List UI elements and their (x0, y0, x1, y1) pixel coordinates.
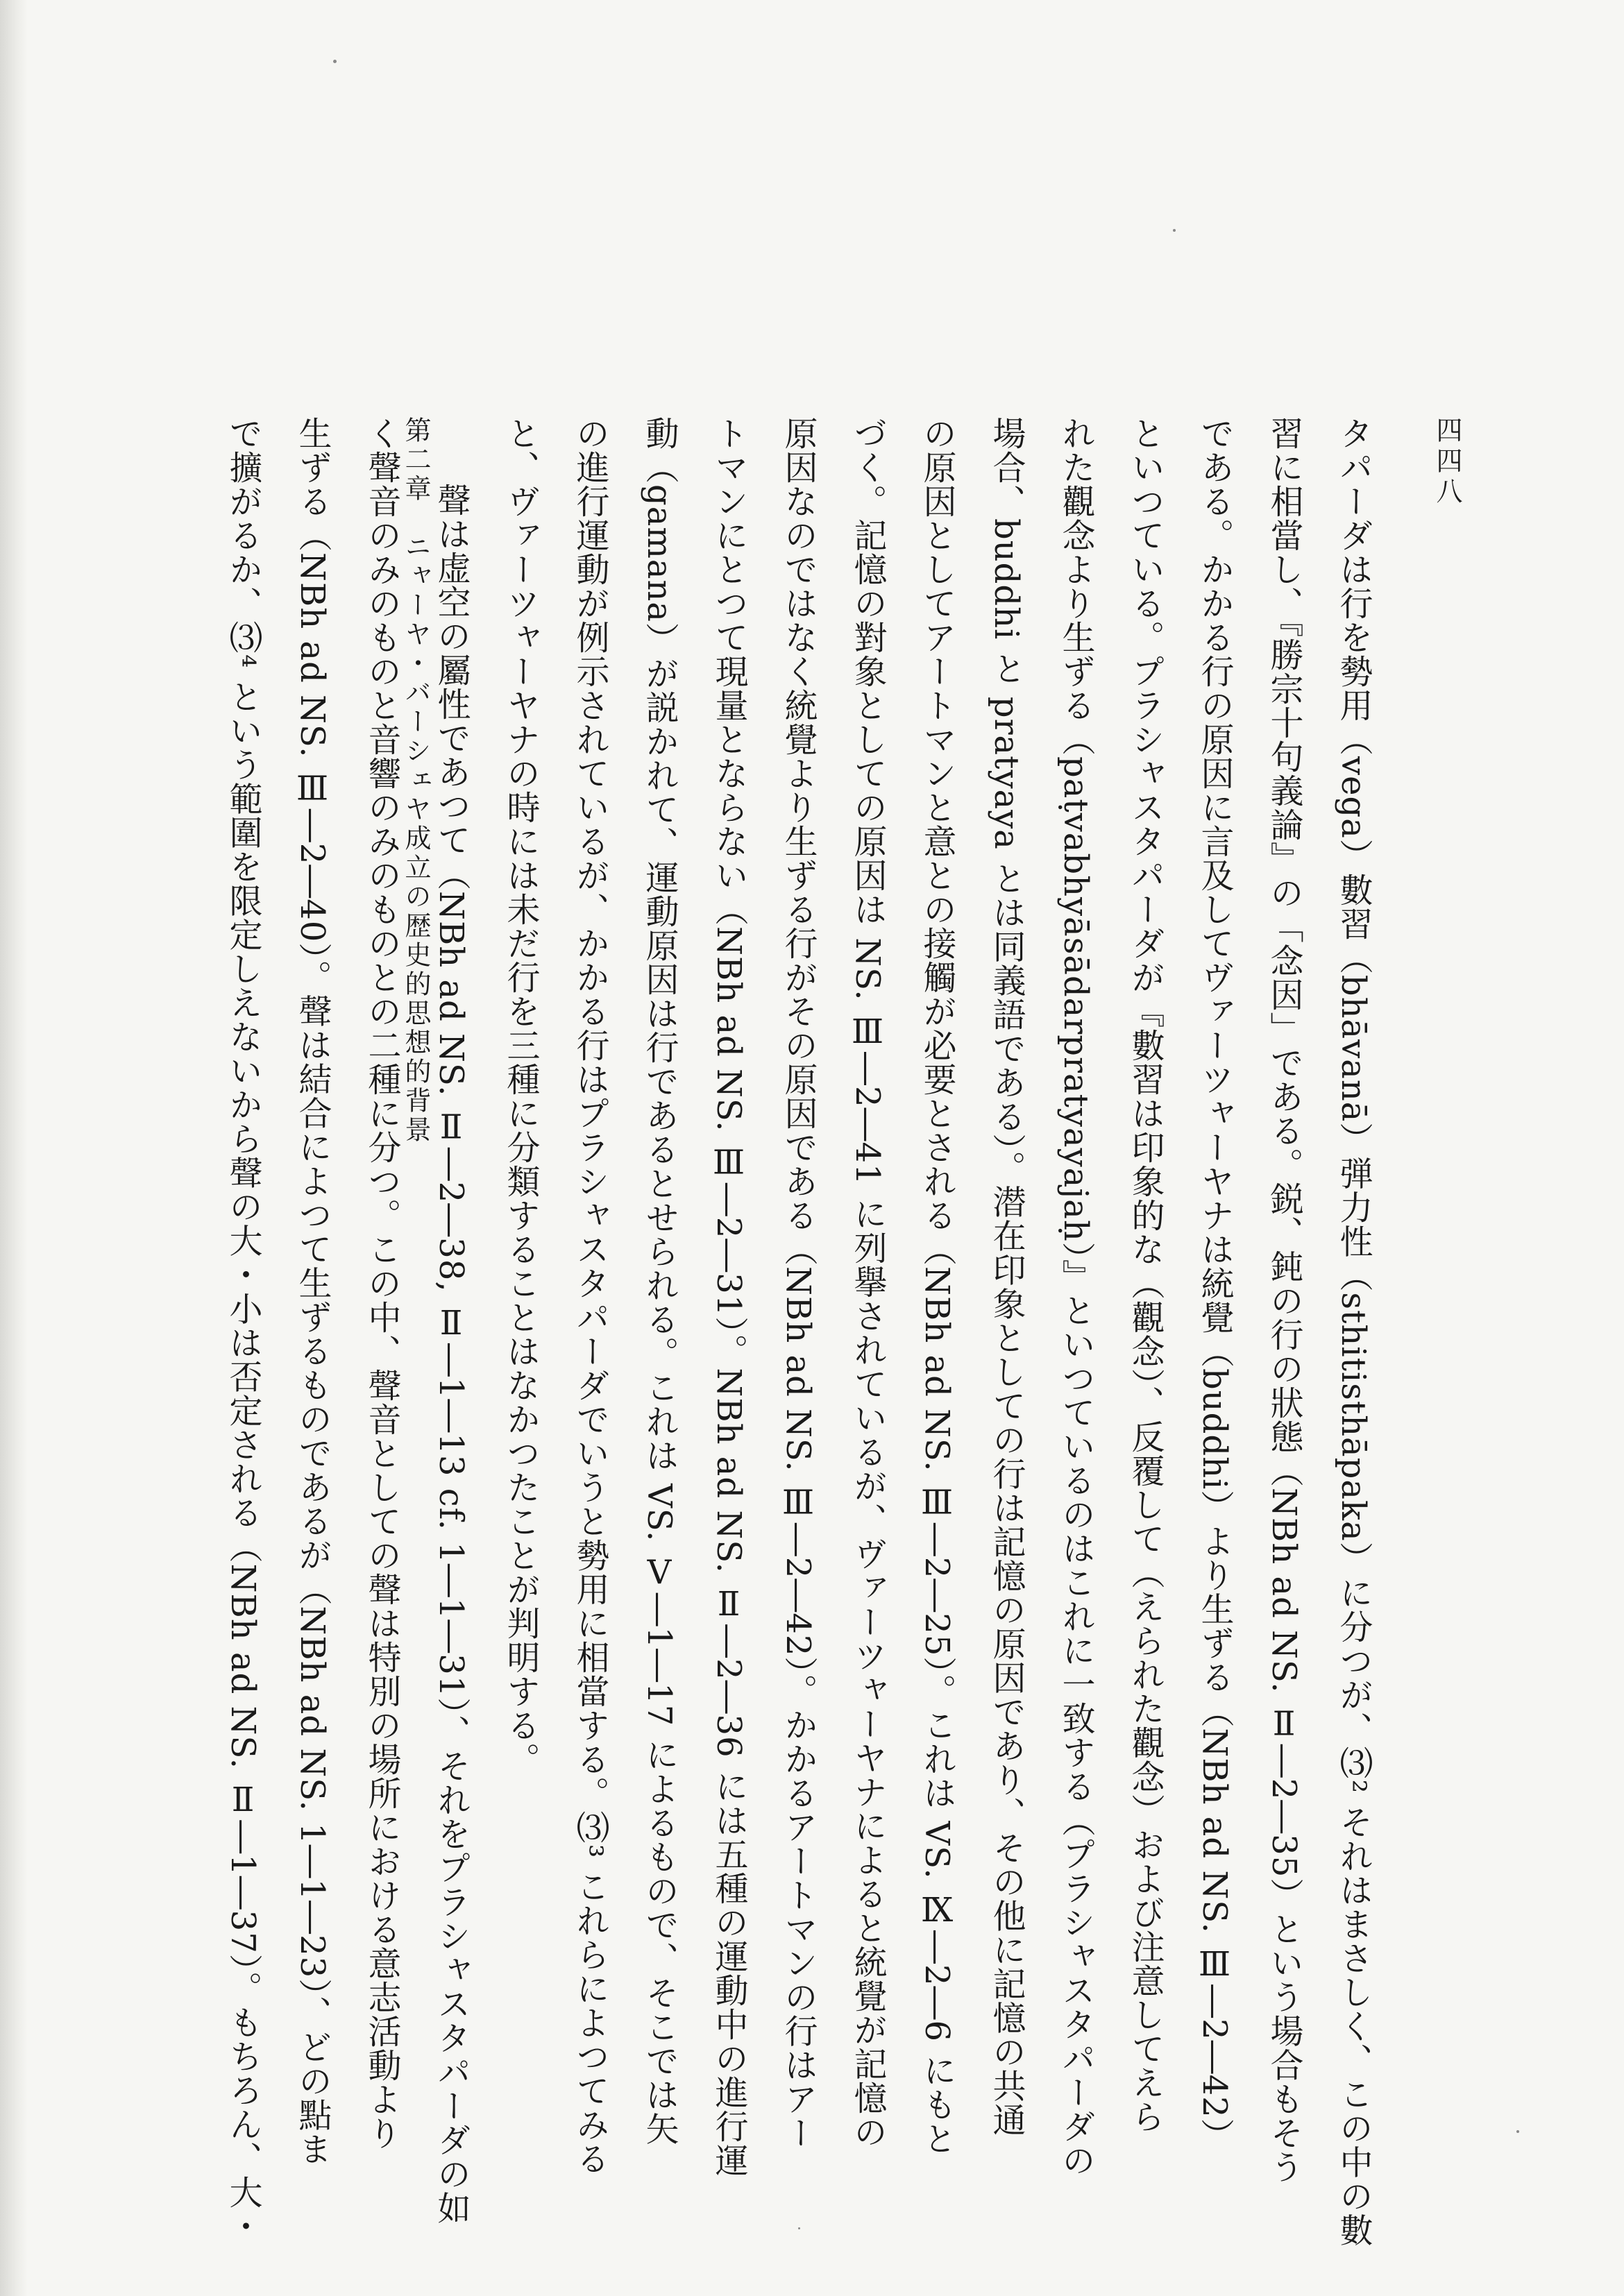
scan-speck (333, 60, 337, 63)
running-header: 第二章 ニャーヤ・バーシェヤ成立の歴史的思想的背景 (400, 416, 431, 1145)
text-column: 生ずる（NBh ad NS. Ⅲ―2―40）。聲は結合によつて生ずるものであるが（NBh ad NS. 1―1―23）、どの點ま (293, 416, 332, 2166)
text-column: である。かかる行の原因に言及してヴァーツャーヤナは統覺（buddhi）より生ずる（NBh ad NS. Ⅲ―2―42） (1195, 416, 1234, 2152)
text-column: で擴がるか、⑶⁴ という範圍を限定しえないから聲の大・小は否定される（NBh ad NS. Ⅱ―1―37）。もちろん、大・ (223, 416, 262, 2243)
text-column: 動（gamana）が説かれて、運動原因は行であるとせられる。これは VS. Ⅴ―1―17 によるもので、そこでは矢 (640, 416, 679, 2146)
text-column: 原因なのではなく統覺より生ずる行がその原因である（NBh ad NS. Ⅲ―2―42）。かかるアートマンの行はアー (779, 416, 818, 2150)
text-column: 場合、buddhi と pratyaya とは同義語である）。潜在印象としての行は記憶の原因であり、その他に記憶の共通 (987, 416, 1026, 2137)
text-column: の進行運動が例示されているが、かかる行はプラシャスタパーダでいうと勢用に相當する。⑶³ これらによつてみる (570, 416, 609, 2176)
text-column: づく。記憶の對象としての原因は NS. Ⅲ―2―41 に列擧されているが、ヴァーツャーヤナによると統覺が記憶の (848, 416, 887, 2149)
text-column: といつている。プラシャスタパーダが『數習は印象的な（觀念）、反覆して（えられた觀念）および注意してえら (1126, 416, 1165, 2134)
text-column-paragraph-start: 聲は虚空の屬性であつて（NBh ad NS. Ⅱ―2―38, Ⅱ―1―13 cf. 1―1―31）、それをプラシャスタパーダの如 (432, 483, 471, 2225)
text-column: トマンにとつて現量とならない（NBh ad NS. Ⅲ―2―31）。NBh ad NS. Ⅱ―2―36 には五種の運動中の進行運 (709, 416, 748, 2177)
scan-speck (1516, 2130, 1519, 2133)
page-number: 四四八 (1432, 416, 1462, 508)
text-column: く聲音のみのものと音響のみのものとの二種に分つ。この中、聲音としての聲は特別の場所における意志活動より (362, 416, 401, 2150)
text-column: の原因としてアートマンと意との接觸が必要とされる（NBh ad NS. Ⅲ―2―25）。これは VS. Ⅸ―2―6 にもと (917, 416, 956, 2156)
body-text (208, 416, 1388, 2248)
text-column: タパーダは行を勢用（vega）數習（bhāvanā）弾力性（sthitisthāpaka）に分つが、⑶² それはまさしく、この中の數 (1334, 416, 1373, 2247)
text-column: と、ヴァーツャーヤナの時には未だ行を三種に分類することはなかつたことが判明する。 (501, 416, 540, 1776)
scan-speck (798, 2227, 800, 2229)
text-column: 習に相當し、『勝宗十句義論』の「念因」である。鋭、鈍の行の狀態（NBh ad NS. Ⅱ―2―35）という場合もそう (1264, 416, 1303, 2184)
text-column: れた觀念より生ずる（paṭvabhyāsādarpratyayajaḥ）』といつているのはこれに一致する（プラシャスタパーダの (1056, 416, 1095, 2177)
scan-speck (1173, 229, 1176, 232)
